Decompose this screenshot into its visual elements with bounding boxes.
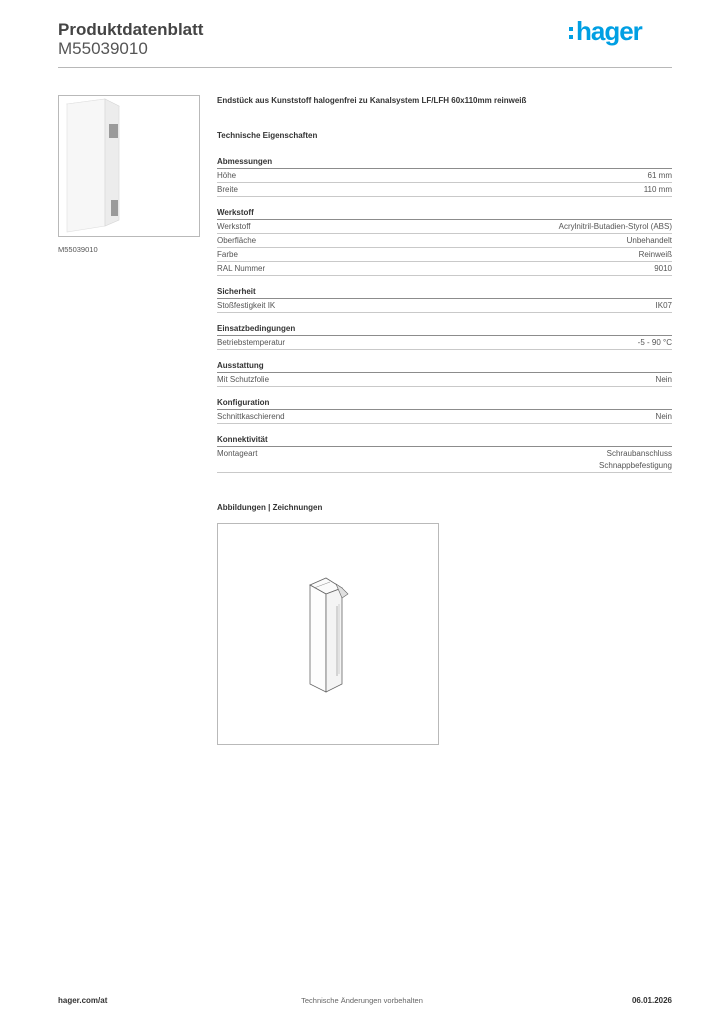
property-label: Betriebstemperatur <box>217 338 286 347</box>
property-section <box>217 433 672 473</box>
property-label: Mit Schutzfolie <box>217 375 270 384</box>
property-value-line: Schnappbefestigung <box>599 461 672 470</box>
property-value <box>656 374 672 386</box>
property-value <box>599 448 672 472</box>
section-title: Werkstoff <box>217 206 672 220</box>
property-value <box>648 170 672 182</box>
property-row <box>217 234 672 248</box>
property-label: Oberfläche <box>217 236 257 245</box>
property-value-line: Unbehandelt <box>626 236 672 245</box>
product-thumbnail <box>58 95 200 237</box>
footer-notice: Technische Änderungen vorbehalten <box>301 996 423 1005</box>
property-row <box>217 336 672 350</box>
property-row <box>217 410 672 424</box>
footer-date: 06.01.2026 <box>631 996 672 1005</box>
svg-text:hager: hager <box>576 16 642 46</box>
property-value-line: -5 - 90 °C <box>637 338 672 347</box>
property-value <box>559 221 672 233</box>
property-value <box>656 411 672 423</box>
property-row <box>217 169 672 183</box>
product-image <box>59 96 199 236</box>
property-label: Montageart <box>217 449 258 458</box>
property-label: Höhe <box>217 171 237 180</box>
property-value-line: 61 mm <box>647 171 672 180</box>
figure-drawing <box>217 523 439 745</box>
property-value-line: IK07 <box>655 301 672 310</box>
property-value-line: Acrylnitril-Butadien-Styrol (ABS) <box>558 222 672 231</box>
section-title: Konnektivität <box>217 433 672 447</box>
product-drawing <box>218 524 438 744</box>
section-title: Abmessungen <box>217 155 672 169</box>
property-row <box>217 220 672 234</box>
property-label: RAL Nummer <box>217 264 266 273</box>
property-value-line: 9010 <box>654 264 672 273</box>
property-value-line: Schraubanschluss <box>606 449 672 458</box>
technical-properties-heading: Technische Eigenschaften <box>217 131 318 140</box>
property-row <box>217 373 672 387</box>
property-row <box>217 299 672 313</box>
property-section <box>217 285 672 313</box>
property-row <box>217 183 672 197</box>
property-section <box>217 396 672 424</box>
property-value-line: Reinweiß <box>638 250 672 259</box>
header-divider <box>58 67 672 68</box>
technical-properties <box>217 155 672 482</box>
property-section <box>217 359 672 387</box>
footer-website[interactable]: hager.com/at <box>58 996 108 1005</box>
property-value <box>656 300 672 312</box>
section-title: Sicherheit <box>217 285 672 299</box>
property-value <box>627 235 672 247</box>
property-label: Stoßfestigkeit IK <box>217 301 276 310</box>
figures-heading: Abbildungen | Zeichnungen <box>217 503 323 512</box>
page-title: Produktdatenblatt <box>58 20 204 39</box>
property-label: Breite <box>217 185 238 194</box>
property-section <box>217 155 672 197</box>
property-section <box>217 206 672 276</box>
hager-logo <box>568 15 658 47</box>
property-row <box>217 262 672 276</box>
property-value <box>638 337 672 349</box>
property-value <box>654 263 672 275</box>
property-value-line: 110 mm <box>643 185 672 194</box>
property-label: Schnittkaschierend <box>217 412 285 421</box>
property-value-line: Nein <box>655 375 672 384</box>
section-title: Ausstattung <box>217 359 672 373</box>
property-value <box>639 249 672 261</box>
property-row <box>217 248 672 262</box>
thumbnail-caption: M55039010 <box>58 245 98 254</box>
property-value <box>644 184 672 196</box>
section-title: Konfiguration <box>217 396 672 410</box>
property-row <box>217 447 672 473</box>
product-description: Endstück aus Kunststoff halogenfrei zu Kanalsystem LF/LFH 60x110mm reinweiß <box>217 96 527 105</box>
property-section <box>217 322 672 350</box>
property-value-line: Nein <box>655 412 672 421</box>
property-label: Farbe <box>217 250 238 259</box>
section-title: Einsatzbedingungen <box>217 322 672 336</box>
property-label: Werkstoff <box>217 222 251 231</box>
article-number: M55039010 <box>58 39 148 58</box>
